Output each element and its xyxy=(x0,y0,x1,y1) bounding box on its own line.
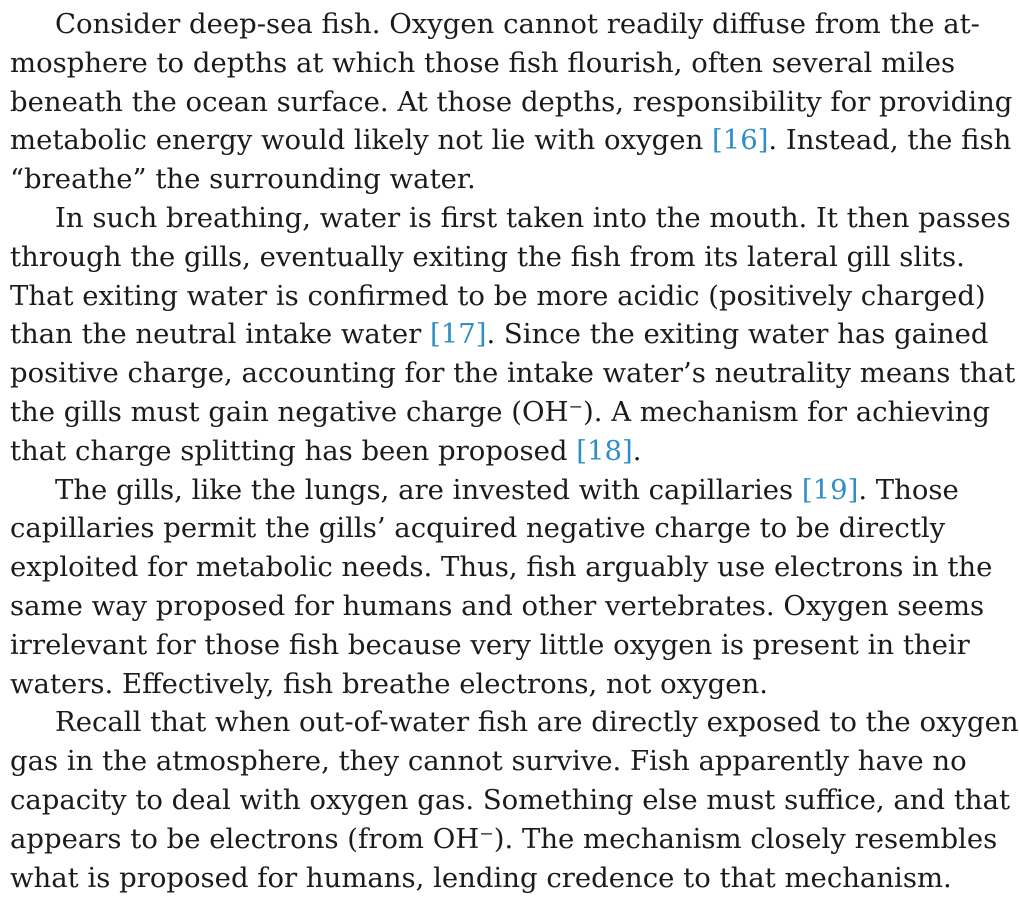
paragraph-4-line-4 xyxy=(10,820,998,859)
paragraph-4-line-5 xyxy=(10,859,952,898)
text-run: That exiting water is confirmed to be more acidic (positively charged) xyxy=(10,279,986,312)
paragraph-1-line-2 xyxy=(10,44,956,83)
text-run: . Those xyxy=(858,473,959,506)
text-run: . Since the exiting water has gained xyxy=(486,318,989,351)
paragraph-2-line-6 xyxy=(10,393,990,432)
paragraph-1-line-3 xyxy=(10,83,1013,122)
text-run: Recall that when out-of-water fish are directly exposed to the oxygen xyxy=(55,706,1019,739)
text-run: that charge splitting has been proposed xyxy=(10,434,577,467)
text-run: The gills, like the lungs, are invested with capillaries xyxy=(55,473,802,506)
citation-link[interactable]: [19] xyxy=(801,473,859,506)
paragraph-2-line-3 xyxy=(10,277,986,316)
paragraph-1-line-4 xyxy=(10,121,1012,160)
paragraph-4-line-3 xyxy=(10,781,1011,820)
document-page xyxy=(10,0,1019,920)
text-run: exploited for metabolic needs. Thus, fish arguably use electrons in the xyxy=(10,551,993,584)
paragraph-1-line-5 xyxy=(10,160,944,199)
paragraph-2-line-2 xyxy=(10,238,965,277)
citation-link[interactable]: [17] xyxy=(430,318,487,351)
text-run: . xyxy=(632,434,642,467)
text-run: mosphere to depths at which those fish flourish, often several miles xyxy=(10,46,956,79)
paragraph-3-line-1 xyxy=(55,471,959,510)
text-run: the gills must gain negative charge (OH⁻). A mechanism for achieving xyxy=(10,396,990,428)
text-run: irrelevant for those fish because very little oxygen is present in their xyxy=(10,628,970,661)
text-run: capacity to deal with oxygen gas. Something else must suffice, and that xyxy=(10,784,1011,816)
text-run: positive charge, accounting for the intake water’s neutrality means that xyxy=(10,357,1016,390)
paragraph-2-line-5 xyxy=(10,354,1016,393)
text-run: gas in the atmosphere, they cannot survive. Fish apparently have no xyxy=(10,745,967,778)
paragraph-1-line-1 xyxy=(55,5,980,44)
paragraph-2-line-1 xyxy=(55,199,1011,238)
text-run: beneath the ocean surface. At those depths, responsibility for providing xyxy=(10,85,1013,118)
text-run: capillaries permit the gills’ acquired negative charge to be directly xyxy=(10,512,946,545)
text-run: . Instead, the fish xyxy=(768,124,1012,157)
text-run: same way proposed for humans and other vertebrates. Oxygen seems xyxy=(10,590,985,622)
text-run: metabolic energy would likely not lie with oxygen xyxy=(10,124,712,157)
citation-link[interactable]: [16] xyxy=(711,124,769,157)
paragraph-2-line-4 xyxy=(10,315,989,354)
text-run: waters. Effectively, fish breathe electrons, not oxygen. xyxy=(10,667,769,700)
paragraph-4-line-1 xyxy=(55,703,1019,742)
text-run: Consider deep-sea fish. Oxygen cannot readily diffuse from the at- xyxy=(55,8,980,40)
paragraph-3-line-5 xyxy=(10,626,970,665)
paragraph-3-line-6 xyxy=(10,665,944,704)
paragraph-3-line-4 xyxy=(10,587,985,626)
text-run: what is proposed for humans, lending credence to that mechanism. xyxy=(10,861,952,894)
text-run: appears to be electrons (from OH⁻). The mechanism closely resembles xyxy=(10,822,998,855)
text-run: through the gills, eventually exiting the fish from its lateral gill slits. xyxy=(10,240,965,273)
paragraph-2-line-7 xyxy=(10,432,944,471)
paragraph-4-line-2 xyxy=(10,742,967,781)
text-run: than the neutral intake water xyxy=(10,318,430,351)
paragraph-3-line-2 xyxy=(10,509,944,548)
text-run: In such breathing, water is first taken into the mouth. It then passes xyxy=(55,202,1011,234)
text-run: “breathe” the surrounding water. xyxy=(10,163,476,196)
citation-link[interactable]: [18] xyxy=(576,434,633,467)
paragraph-3-line-3 xyxy=(10,548,993,587)
